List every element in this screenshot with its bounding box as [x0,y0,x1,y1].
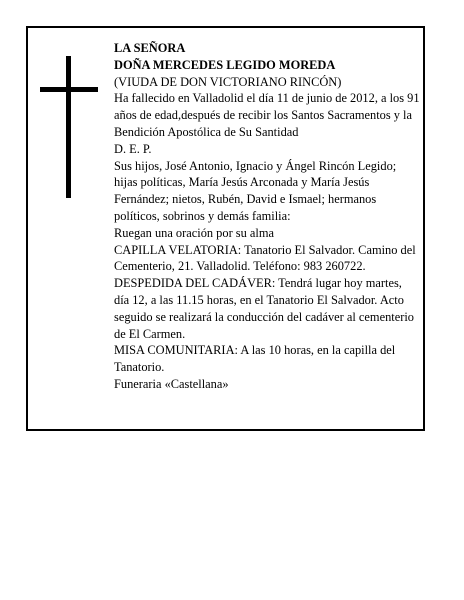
farewell-label: DESPEDIDA DEL CADÁVER: [114,276,276,291]
chapel-text: Tanatorio El Salvador. Camino del Cementerio, 21. Valladolid. Teléfono: 983 260722. [114,242,416,274]
mass-text: A las 10 horas, en la capilla del Tanatorio. [114,343,396,375]
mass-label: MISA COMUNITARIA: [114,343,238,358]
obituary-notice [26,26,425,431]
family-list: Sus hijos, José Antonio, Ignacio y Ángel Rincón Legido; hijas políticas, María Jesús Arconada y María Jesús Fernández; nietos, Rubén, David e Ismael; hermanos políticos, sobrinos y demás familia: [114,158,397,223]
farewell-text: Tendrá lugar hoy martes, día 12, a las 11.15 horas, en el Tanatorio El Salvador. Acto seguido se realizará la conducción del cadáver al cementerio de El Carmen. [114,276,414,341]
chapel-info [114,242,420,276]
deceased-name: DOÑA MERCEDES LEGIDO MOREDA [114,57,336,72]
prayer-request: Ruegan una oración por su alma [114,225,274,240]
cross-icon [40,56,98,198]
widow-of: (VIUDA DE DON VICTORIANO RINCÓN) [114,74,342,89]
notice-title: LA SEÑORA [114,41,186,55]
chapel-label: CAPILLA VELATORIA: [114,242,242,257]
notice-text [114,40,420,393]
mass-info [114,342,420,376]
funeral-home: Funeraria «Castellana» [114,376,229,391]
death-announcement: Ha fallecido en Valladolid el día 11 de junio de 2012, a los 91 años de edad,después de recibir los Santos Sacramentos y la Bendición Apostólica de Su Santidad [114,91,420,139]
cross-vertical-bar [66,56,71,198]
farewell-info [114,275,420,342]
cross-horizontal-bar [40,87,98,92]
rest-in-peace: D. E. P. [114,141,152,156]
